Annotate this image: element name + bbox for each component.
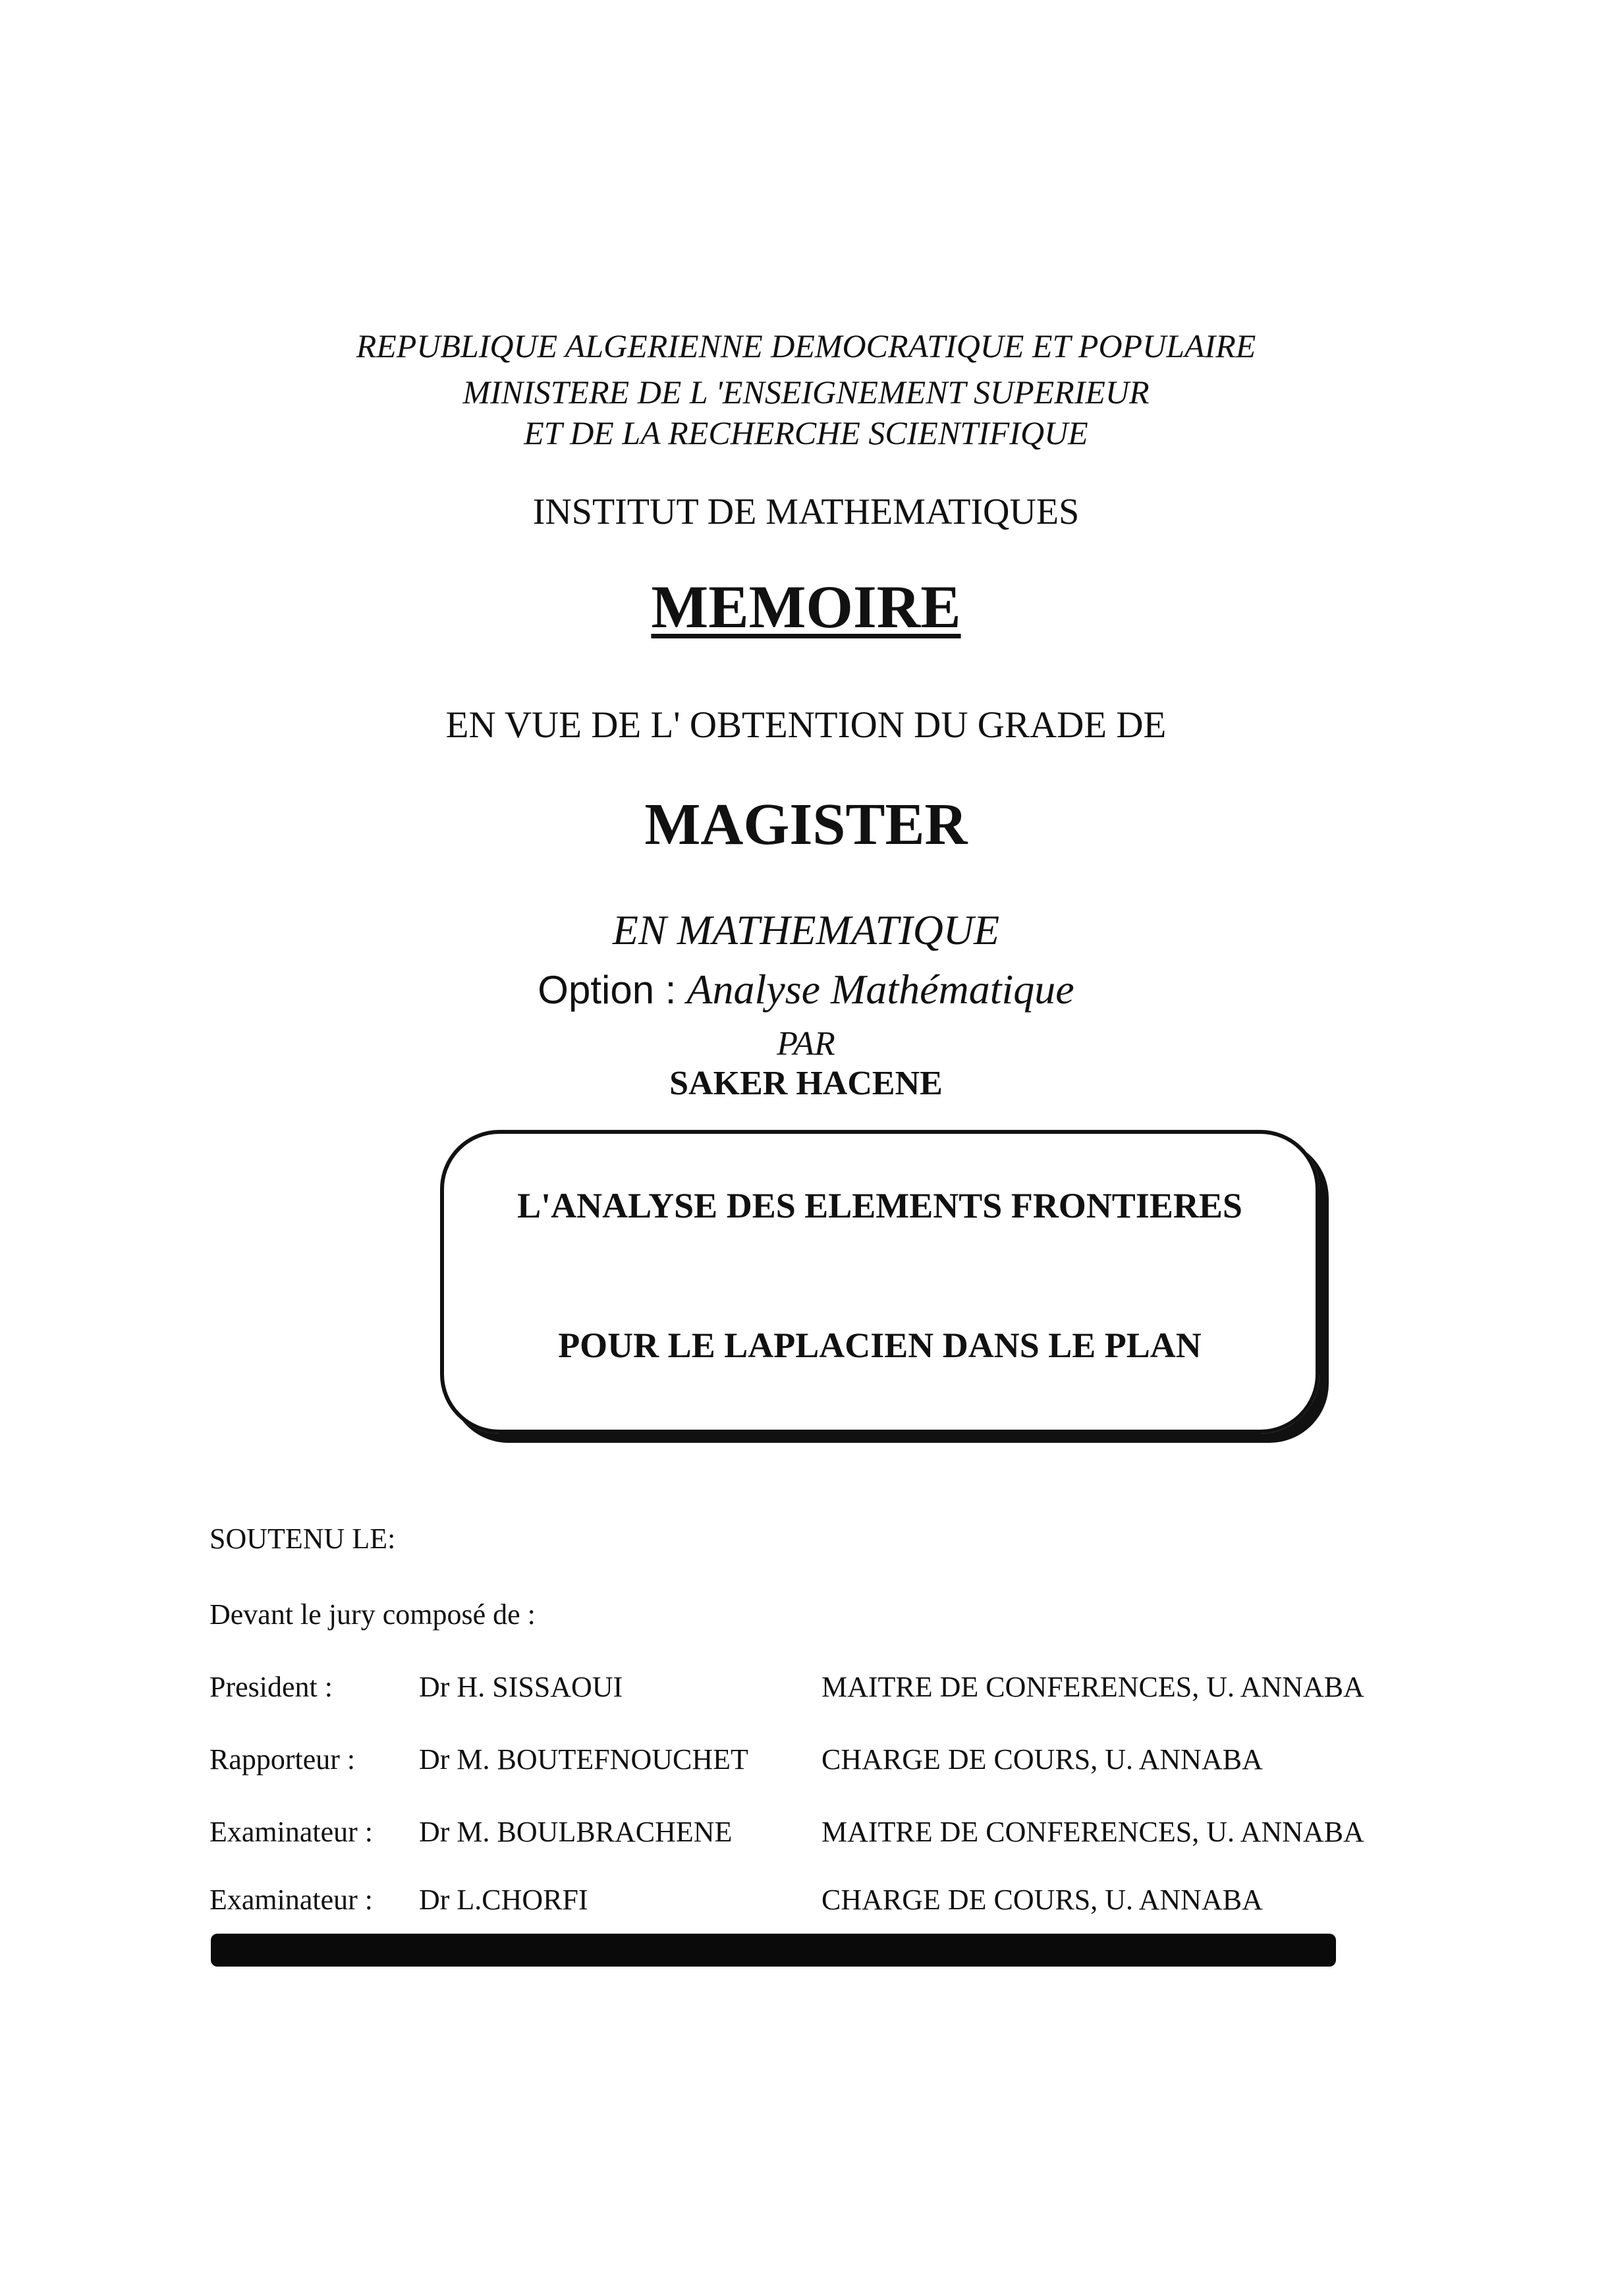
document-type: MEMOIRE <box>651 573 961 640</box>
jury-name: Dr M. BOUTEFNOUCHET <box>419 1743 748 1776</box>
jury-name: Dr M. BOULBRACHENE <box>419 1816 733 1848</box>
header-republic: REPUBLIQUE ALGERIENNE DEMOCRATIQUE ET POPULAIRE <box>356 327 1256 364</box>
field-of-study: EN MATHEMATIQUE <box>612 907 1000 953</box>
header-ministry: MINISTERE DE L 'ENSEIGNEMENT SUPERIEUR <box>462 374 1150 410</box>
thesis-title-line2: POUR LE LAPLACIEN DANS LE PLAN <box>558 1326 1202 1365</box>
degree-purpose: EN VUE DE L' OBTENTION DU GRADE DE <box>445 704 1167 746</box>
jury-role: Rapporteur : <box>209 1743 356 1776</box>
option-label: Option : <box>538 968 677 1012</box>
bottom-rule <box>211 1934 1336 1967</box>
jury-function: CHARGE DE COURS, U. ANNABA <box>821 1743 1263 1776</box>
jury-row <box>0 1815 1612 1855</box>
jury-row <box>0 1883 1612 1922</box>
institute-name: INSTITUT DE MATHEMATIQUES <box>532 491 1080 532</box>
thesis-title-line1: L'ANALYSE DES ELEMENTS FRONTIERES <box>517 1186 1242 1225</box>
jury-function: MAITRE DE CONFERENCES, U. ANNABA <box>821 1816 1364 1848</box>
defended-label: SOUTENU LE: <box>209 1523 396 1555</box>
thesis-title-box <box>440 1130 1320 1434</box>
jury-row <box>0 1670 1612 1710</box>
jury-role: President : <box>209 1671 333 1703</box>
jury-name: Dr H. SISSAOUI <box>419 1671 623 1703</box>
option-value: Analyse Mathématique <box>686 966 1074 1013</box>
author-name: SAKER HACENE <box>669 1065 943 1102</box>
by-label: PAR <box>777 1025 835 1063</box>
jury-intro: Devant le jury composé de : <box>209 1598 536 1631</box>
jury-name: Dr L.CHORFI <box>419 1884 588 1916</box>
degree-name: MAGISTER <box>644 792 968 857</box>
jury-function: MAITRE DE CONFERENCES, U. ANNABA <box>821 1671 1364 1703</box>
option-line <box>0 965 1612 1014</box>
header-research: ET DE LA RECHERCHE SCIENTIFIQUE <box>524 414 1088 451</box>
jury-function: CHARGE DE COURS, U. ANNABA <box>821 1884 1263 1916</box>
jury-role: Examinateur : <box>209 1816 374 1848</box>
jury-role: Examinateur : <box>209 1884 374 1916</box>
jury-row <box>0 1743 1612 1782</box>
